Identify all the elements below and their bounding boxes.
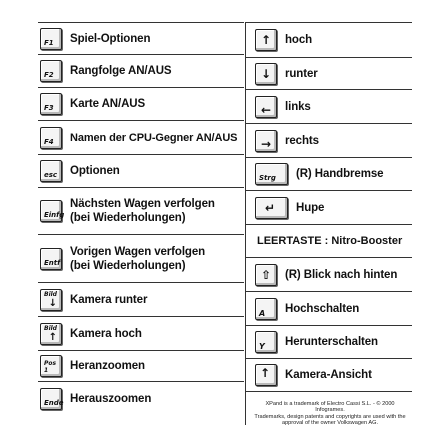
links-label: links	[285, 100, 311, 113]
leertaste-label: LEERTASTE : Nitro-Booster	[257, 235, 403, 247]
hoch-label: hoch	[285, 34, 313, 46]
kamera-hoch-label: Kamera hoch	[70, 327, 142, 340]
spiel-optionen-label: Spiel-Optionen	[70, 32, 151, 45]
row-hoch	[246, 23, 412, 58]
hochschalten-label: Hochschalten	[285, 302, 360, 315]
enter-key-icon: ↵	[255, 197, 288, 219]
row-links	[246, 90, 412, 124]
row-hupe	[246, 191, 412, 225]
f2-key-icon: F2	[40, 60, 62, 82]
herauszoomen-label: Herauszoomen	[70, 392, 152, 405]
arrow-up-icon: ↑	[48, 331, 57, 343]
f4-key-icon: F4	[40, 127, 62, 149]
a-key-icon: A	[255, 298, 277, 320]
row-handbremse	[246, 158, 412, 191]
blick-nach-hinten-label: (R) Blick nach hinten	[285, 268, 398, 281]
row-kamera-runter	[38, 283, 244, 317]
heranzoomen-label: Heranzoomen	[70, 360, 145, 372]
arrow-down-icon: ↓	[48, 297, 57, 309]
row-leertaste	[246, 225, 412, 258]
row-rangfolge	[38, 55, 244, 88]
row-karte	[38, 88, 244, 121]
esc-key-icon: esc	[40, 160, 62, 182]
row-rechts	[246, 124, 412, 158]
entf-key-icon: Entf	[40, 248, 62, 270]
optionen-label: Optionen	[70, 165, 120, 177]
vorigen-wagen-label: Vorigen Wagen verfolgen (bei Wiederholungen)	[70, 245, 206, 272]
strg-key-icon: Strg	[255, 163, 288, 185]
row-runter	[246, 58, 412, 90]
arrow-right-key-icon: →	[255, 130, 277, 152]
arrow-up-key-icon: ↑	[255, 29, 277, 51]
row-herauszoomen	[38, 382, 244, 415]
handbremse-label: (R) Handbremse	[296, 168, 384, 180]
row-kamera-ansicht	[246, 359, 412, 392]
cpu-gegner-label: Namen der CPU-Gegner AN/AUS	[70, 131, 238, 144]
pos1-key-icon: Pos 1	[40, 355, 62, 377]
bild-up-key-icon: Bild ↑	[40, 323, 62, 345]
row-spiel-optionen	[38, 23, 244, 55]
naechsten-wagen-label: Nächsten Wagen verfolgen (bei Wiederholungen)	[70, 198, 215, 224]
right-key-table	[245, 22, 412, 425]
kamera-ansicht-label: Kamera-Ansicht	[285, 369, 372, 381]
karte-label: Karte AN/AUS	[70, 98, 146, 110]
row-naechsten-wagen	[38, 188, 244, 235]
f1-key-icon: F1	[40, 28, 62, 50]
row-kamera-hoch	[38, 317, 244, 351]
f3-key-icon: F3	[40, 93, 62, 115]
arrow-down-key-icon: ↓	[255, 63, 277, 85]
einfg-key-icon: Einfg	[40, 200, 62, 222]
shift-key-icon: ⇧	[255, 264, 277, 286]
y-key-icon: Y	[255, 331, 277, 353]
ende-key-icon: Ende	[40, 388, 62, 410]
hupe-label: Hupe	[296, 201, 325, 214]
row-optionen	[38, 155, 244, 188]
row-herunterschalten	[246, 326, 412, 359]
rangfolge-label: Rangfolge AN/AUS	[70, 65, 172, 77]
row-heranzoomen	[38, 351, 244, 382]
trademark-text: XPand is a trademark of Electro Cassi S.L. - © 2000 Infogrames. Trademarks, design patents and copyrights are used with the approval of the owner Volkswagen AG.	[254, 400, 406, 426]
row-blick-nach-hinten	[246, 258, 412, 292]
bild-down-key-icon: Bild ↓	[40, 289, 62, 311]
camera-view-key-icon: ↑	[255, 364, 277, 386]
trademark-note	[246, 392, 412, 435]
rechts-label: rechts	[285, 134, 319, 147]
runter-label: runter	[285, 67, 318, 80]
row-vorigen-wagen	[38, 235, 244, 283]
kamera-runter-label: Kamera runter	[70, 293, 148, 306]
row-hochschalten	[246, 292, 412, 326]
herunterschalten-label: Herunterschalten	[285, 336, 378, 348]
arrow-left-key-icon: ←	[255, 96, 277, 118]
row-cpu-gegner	[38, 121, 244, 155]
left-key-table	[38, 22, 244, 425]
